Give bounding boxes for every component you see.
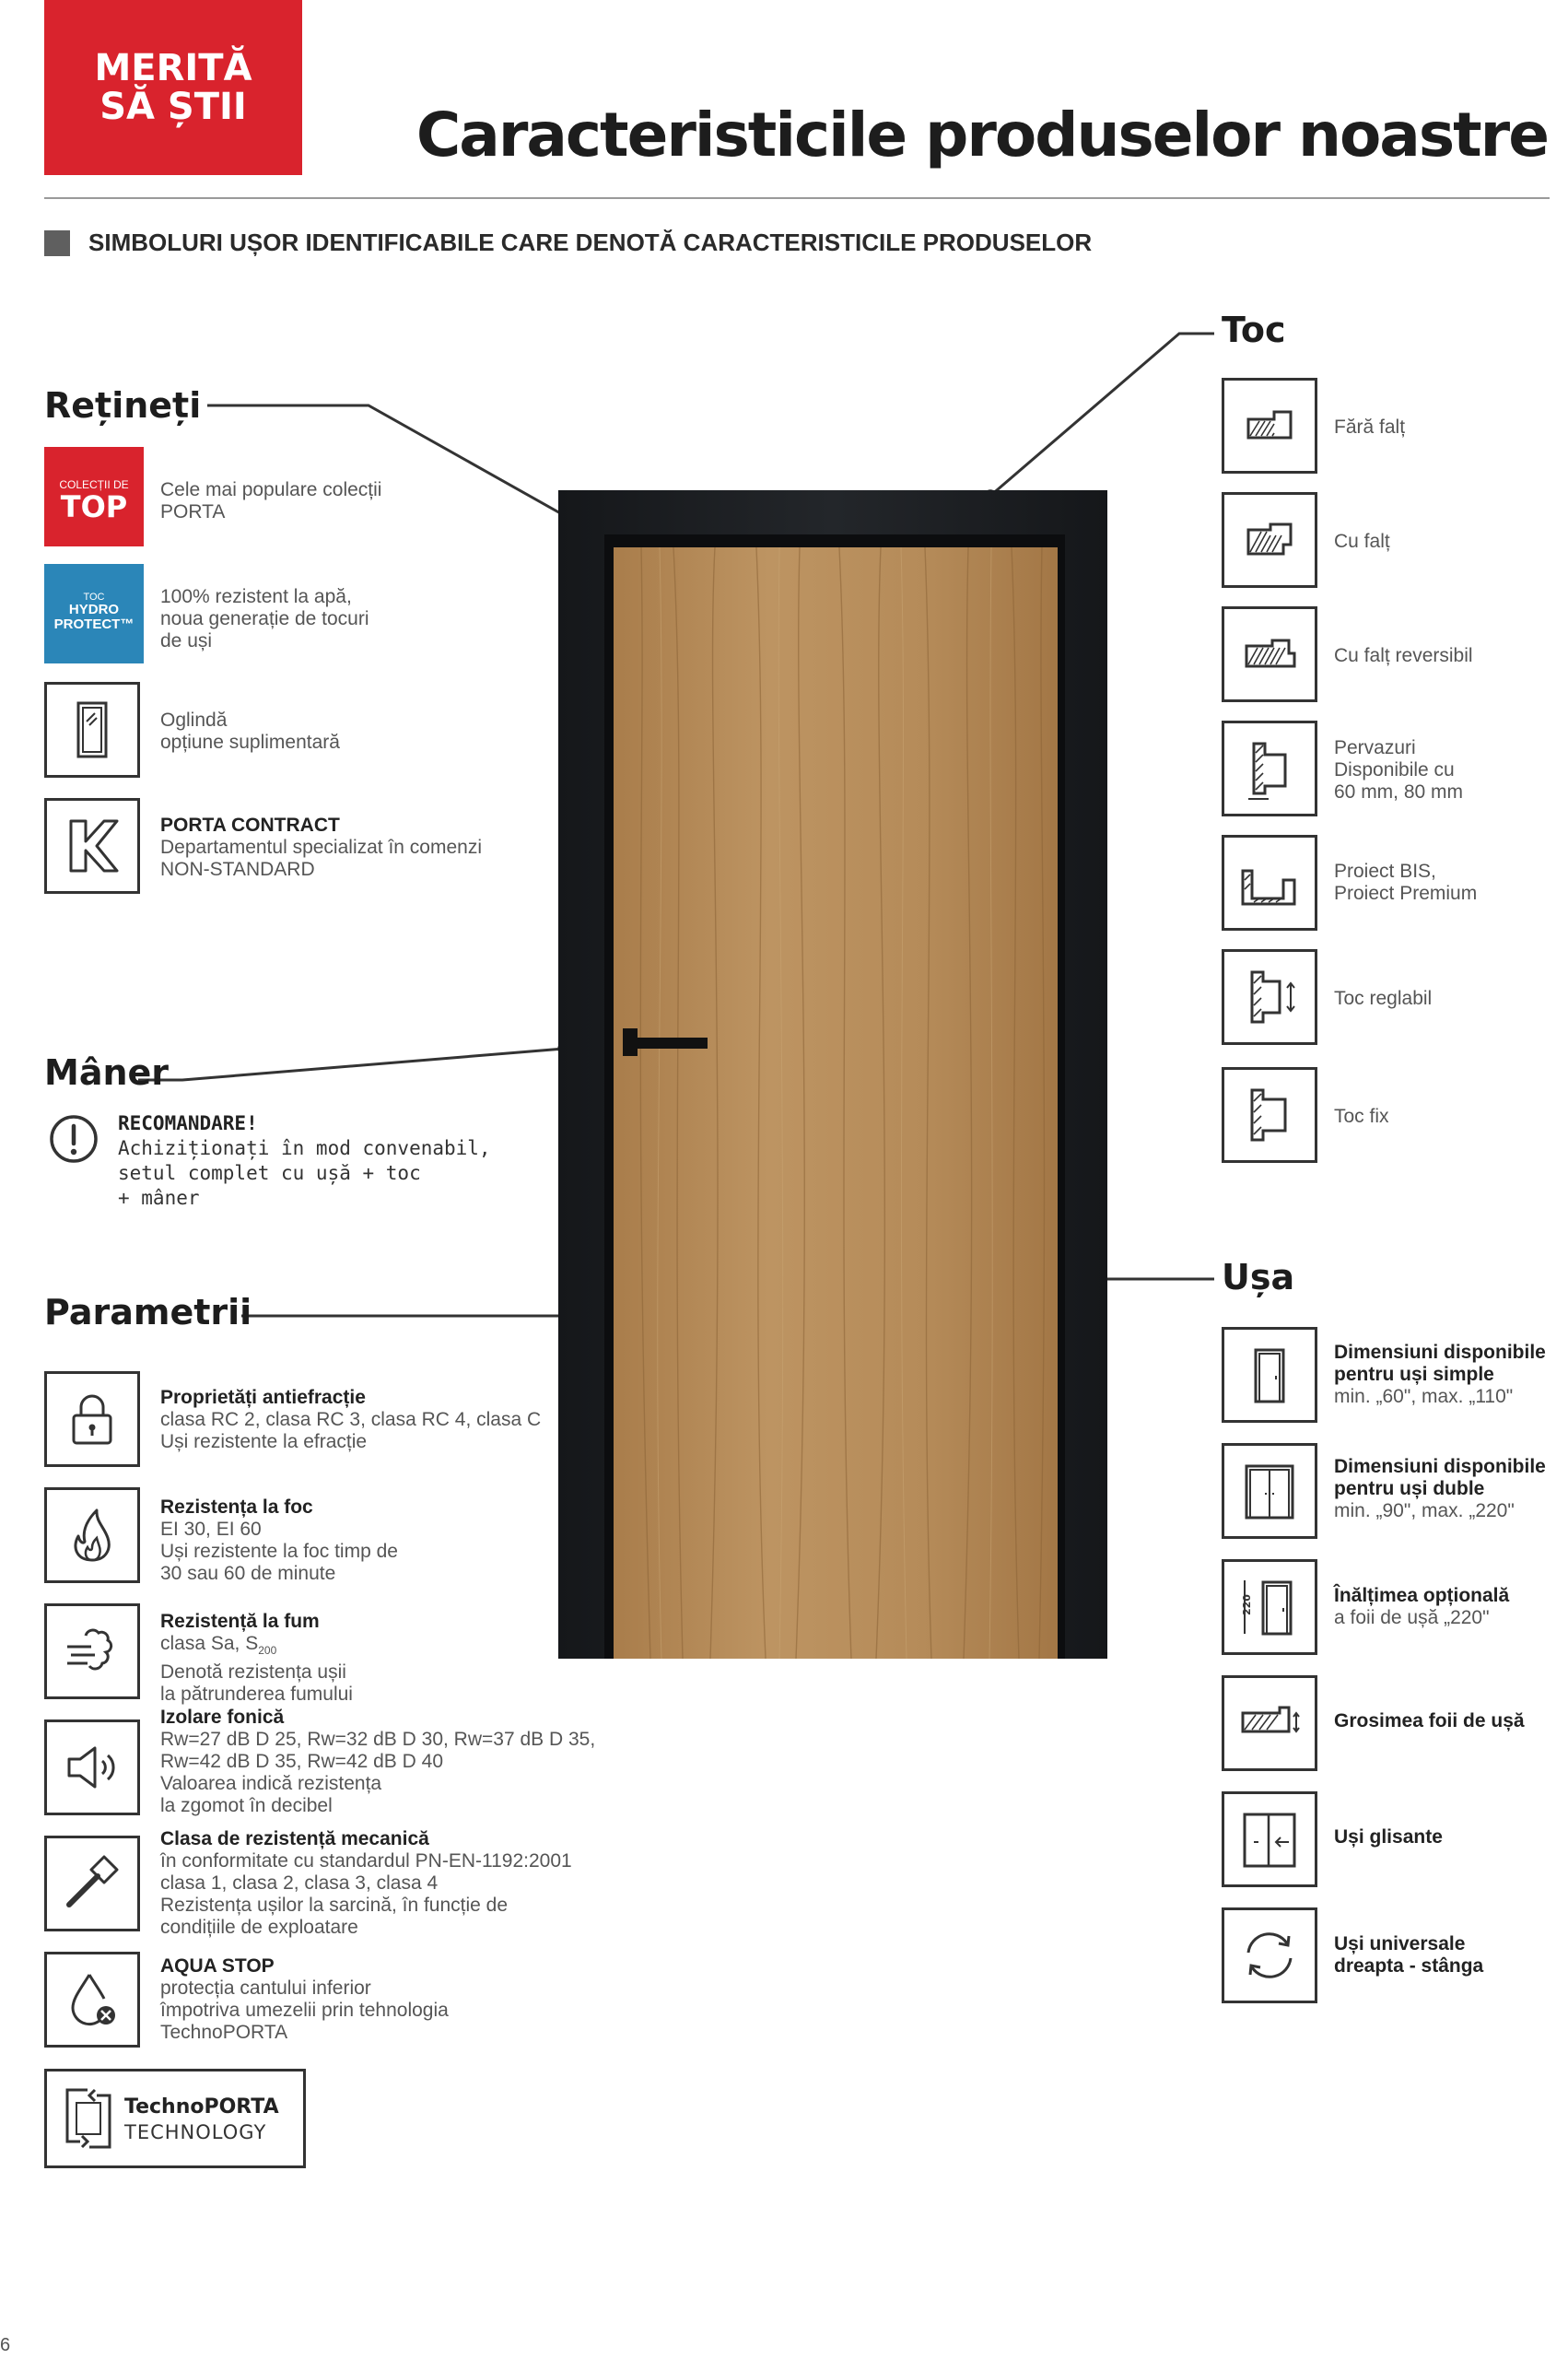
param-item-6-text: AQUA STOP protecția cantului inferior împotriva umezelii prin tehnologia TechnoPORTA <box>160 1955 449 2043</box>
retineti-item-1-text: Cele mai populare colecții PORTA <box>160 479 382 522</box>
maner-recommendation: RECOMANDARE! Achiziționați în mod convenabil, setul complet cu ușă + toc + mâner <box>118 1112 491 1209</box>
toc-item-7-text: Toc fix <box>1334 1106 1389 1127</box>
toc-item-4-text: Pervazuri Disponibile cu 60 mm, 80 mm <box>1334 737 1464 803</box>
frame-no-rebate-icon <box>1222 378 1317 474</box>
padlock-icon <box>44 1371 140 1467</box>
retineti-item-4-text: PORTA CONTRACT Departamentul specializat în comenzi NON-STANDARD <box>160 815 483 880</box>
door-illustration <box>558 490 1107 1659</box>
subtitle-square-icon <box>44 230 70 256</box>
door-height-label: 220 <box>1241 1594 1253 1615</box>
parametrii-heading: Parametrii <box>44 1292 252 1332</box>
speaker-icon <box>44 1719 140 1815</box>
sliding-door-icon <box>1222 1791 1317 1887</box>
retineti-heading: Rețineți <box>44 385 202 426</box>
retineti-item-3-text: Oglindă opțiune suplimentară <box>160 710 340 753</box>
reversible-door-icon <box>1222 1907 1317 2003</box>
page-number: 6 <box>0 2335 11 2355</box>
page-subtitle: SIMBOLURI UȘOR IDENTIFICABILE CARE DENOTĂ CARACTERISTICILE PRODUSELOR <box>88 229 1093 256</box>
usa-item-3-text: Înălțimea opțională a foii de ușă „220" <box>1334 1585 1510 1628</box>
architrave-icon <box>1222 721 1317 816</box>
param-item-3-text: Rezistență la fum clasa Sa, $S_{200}$ Denotă rezistența ușii la pătrunderea fumului <box>160 1611 353 1706</box>
param-item-1-text: Proprietăți antiefracție clasa RC 2, clasa RC 3, clasa RC 4, clasa C Uși rezistente la efracție <box>160 1387 542 1452</box>
toc-item-1-text: Fără falț <box>1334 417 1406 438</box>
header-divider <box>44 197 1550 199</box>
page-title: Caracteristicile produselor noastre <box>415 100 1548 170</box>
retineti-item-2-text: 100% rezistent la apă, noua generație de tocuri de uși <box>160 586 369 651</box>
porta-contract-icon <box>44 798 140 894</box>
toc-item-2-text: Cu falț <box>1334 531 1390 552</box>
bis-premium-icon <box>1222 835 1317 931</box>
hammer-icon <box>44 1836 140 1931</box>
technoporta-logo <box>44 2069 306 2168</box>
fixed-frame-icon <box>1222 1067 1317 1163</box>
usa-item-2-text: Dimensiuni disponibile pentru uși duble min. „90", max. „220" <box>1334 1456 1546 1521</box>
toc-heading: Toc <box>1222 310 1286 350</box>
frame-with-rebate-icon <box>1222 492 1317 588</box>
toc-item-6-text: Toc reglabil <box>1334 988 1433 1009</box>
usa-item-1-text: Dimensiuni disponibile pentru uși simple min. „60", max. „110" <box>1334 1342 1546 1407</box>
adjustable-frame-icon <box>1222 949 1317 1045</box>
maner-heading: Mâner <box>44 1052 170 1093</box>
single-door-icon <box>1222 1327 1317 1423</box>
hydro-protect-badge: TOC HYDRO PROTECT™ <box>44 564 144 663</box>
frame-reversible-rebate-icon <box>1222 606 1317 702</box>
warning-icon <box>48 1113 99 1165</box>
usa-heading: Ușa <box>1222 1257 1295 1297</box>
usa-item-4-text: Grosimea foii de ușă <box>1334 1710 1525 1731</box>
mirror-icon <box>44 682 140 778</box>
badge-line-1: MERITĂ <box>94 47 252 89</box>
door-height-icon <box>1222 1559 1317 1655</box>
technoporta-line-1: TechnoPORTA <box>124 2095 279 2118</box>
door-thickness-icon <box>1222 1675 1317 1771</box>
technoporta-arrows-icon <box>60 2084 117 2153</box>
top-badge-big: TOP <box>60 489 128 524</box>
top-badge-small: COLECȚII DE <box>59 478 129 491</box>
param-item-4-text: Izolare fonică Rw=27 dB D 25, Rw=32 dB D 30, Rw=37 dB D 35, Rw=42 dB D 35, Rw=42 dB D 40 Valoarea indică rezistența la zgomot în decibel <box>160 1707 596 1816</box>
usa-item-6-text: Uși universale dreapta - stânga <box>1334 1933 1484 1977</box>
fire-icon <box>44 1487 140 1583</box>
badge-line-2: SĂ ȘTII <box>99 86 247 128</box>
technoporta-line-2: TECHNOLOGY <box>124 2121 267 2143</box>
top-collections-badge <box>44 447 144 546</box>
smoke-icon <box>44 1603 140 1699</box>
water-drop-icon <box>44 1952 140 2048</box>
merita-sa-stii-badge <box>44 0 302 175</box>
double-door-icon <box>1222 1443 1317 1539</box>
usa-item-5-text: Uși glisante <box>1334 1826 1443 1848</box>
param-item-2-text: Rezistența la foc EI 30, EI 60 Uși rezistente la foc timp de 30 sau 60 de minute <box>160 1496 398 1584</box>
param-item-5-text: Clasa de rezistență mecanică în conformitate cu standardul PN-EN-1192:2001 clasa 1, clasa 2, clasa 3, clasa 4 Rezistența ușilor la sarcină, în funcție de condițiile de exploatare <box>160 1828 572 1938</box>
toc-item-5-text: Proiect BIS, Proiect Premium <box>1334 861 1478 904</box>
toc-item-3-text: Cu falț reversibil <box>1334 645 1473 666</box>
